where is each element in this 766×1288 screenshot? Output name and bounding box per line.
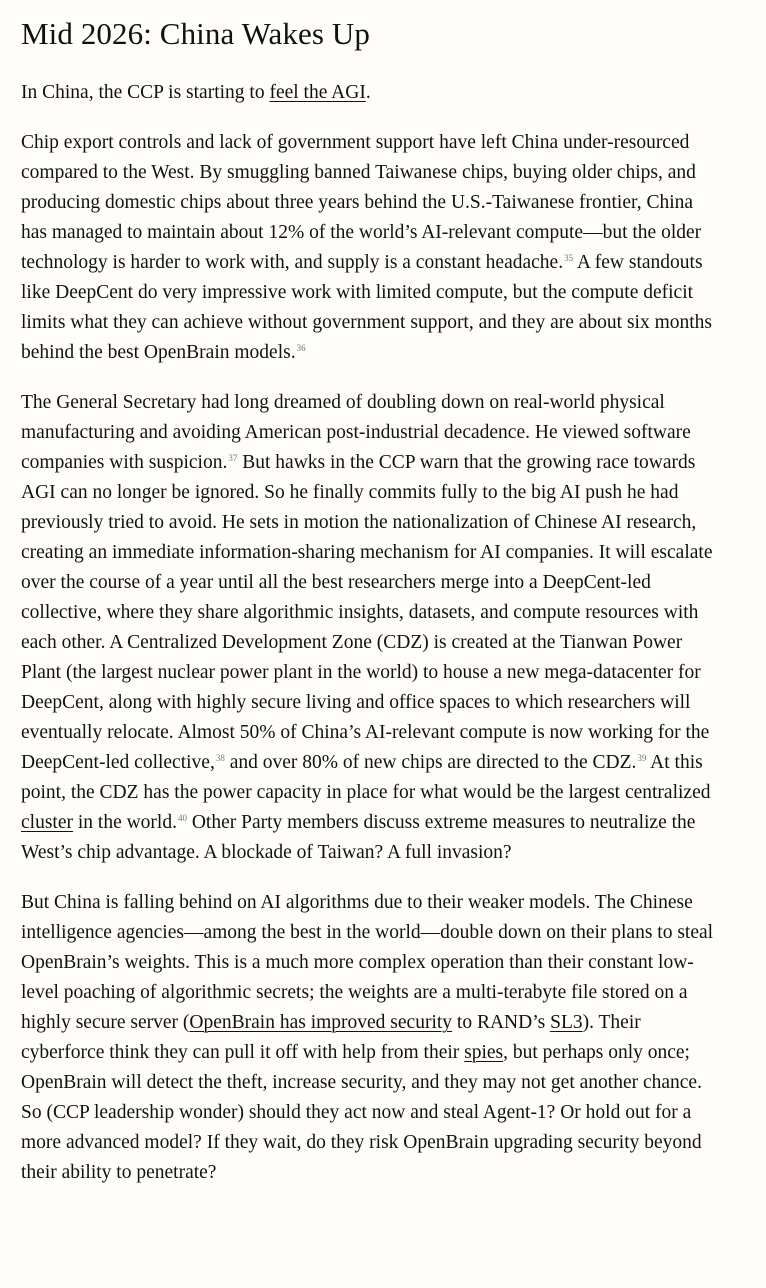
spies-link[interactable]: spies xyxy=(464,1042,504,1063)
paragraph-text: At this point, the CDZ has the power capacity in place for what would be the largest centralized xyxy=(21,752,711,803)
footnote-ref-35[interactable]: 35 xyxy=(564,252,574,263)
paragraph-text: , but perhaps only once; OpenBrain will detect the theft, increase security, and they may not get another chance. So (CCP leadership wonder) should they act now and steal Agent-1? Or hold out for a more advanced model? If they wait, do they risk OpenBrain upgrading security beyond their ability to penetrate? xyxy=(21,1042,702,1183)
footnote-ref-40[interactable]: 40 xyxy=(177,812,187,823)
paragraph-text: Chip export controls and lack of government support have left China under-resourced compared to the West. By smuggling banned Taiwanese chips, buying older chips, and producing domestic chips about three years behind the U.S.-Taiwanese frontier, China has managed to maintain about 12% of the world’s AI-relevant compute—but the older technology is harder to work with, and supply is a constant headache. xyxy=(21,132,702,273)
cluster-link[interactable]: cluster xyxy=(21,812,73,833)
footnote-ref-39[interactable]: 39 xyxy=(637,752,647,763)
feel-the-agi-link[interactable]: feel the AGI xyxy=(269,82,366,103)
sl3-link[interactable]: SL3 xyxy=(550,1012,583,1033)
paragraph xyxy=(21,128,722,368)
paragraph-text: to RAND’s xyxy=(452,1012,551,1033)
paragraph xyxy=(21,78,722,108)
paragraph-text: Other Party members discuss extreme measures to neutralize the West’s chip advantage. A blockade of Taiwan? A full invasion? xyxy=(21,812,696,863)
paragraph-text: The General Secretary had long dreamed of doubling down on real-world physical manufacturing and avoiding American post-industrial decadence. He viewed software companies with suspicion. xyxy=(21,392,691,473)
paragraph-text: . xyxy=(365,82,371,103)
footnote-ref-36[interactable]: 36 xyxy=(296,342,306,353)
paragraph-text: But China is falling behind on AI algorithms due to their weaker models. The Chinese intelligence agencies—among the best in the world—double down on their plans to steal OpenBrain’s weights. This is a much more complex operation than their constant low-level poaching of algorithmic secrets; the weights are a multi-terabyte file stored on a highly secure server ( xyxy=(21,892,714,1033)
paragraph-text: and over 80% of new chips are directed to the CDZ. xyxy=(224,752,637,773)
footnote-ref-38[interactable]: 38 xyxy=(215,752,225,763)
paragraph-text: in the world. xyxy=(72,812,177,833)
footnote-ref-37[interactable]: 37 xyxy=(228,452,238,463)
paragraph xyxy=(21,388,722,868)
paragraph xyxy=(21,888,722,1188)
paragraph-text: A few standouts like DeepCent do very impressive work with limited compute, but the compute deficit limits what they can achieve without government support, and they are about six months behind the best OpenBrain models. xyxy=(21,252,713,363)
article-title: Mid 2026: China Wakes Up xyxy=(21,16,370,51)
article-body xyxy=(21,78,722,1188)
paragraph-text: ). Their cyberforce think they can pull it off with help from their xyxy=(21,1012,641,1063)
paragraph-text: But hawks in the CCP warn that the growing race towards AGI can no longer be ignored. So he finally commits fully to the big AI push he had previously tried to avoid. He sets in motion the nationalization of Chinese AI research, creating an immediate information-sharing mechanism for AI companies. It will escalate over the course of a year until all the best researchers merge into a DeepCent-led collective, where they share algorithmic insights, datasets, and compute resources with each other. A Centralized Development Zone (CDZ) is created at the Tianwan Power Plant (the largest nuclear power plant in the world) to house a new mega-datacenter for DeepCent, along with highly secure living and office spaces to which researchers will eventually relocate. Almost 50% of China’s AI-relevant compute is now working for the DeepCent-led collective, xyxy=(21,452,713,773)
improved-security-link[interactable]: OpenBrain has improved security xyxy=(189,1012,453,1033)
paragraph-text: In China, the CCP is starting to xyxy=(21,82,270,103)
